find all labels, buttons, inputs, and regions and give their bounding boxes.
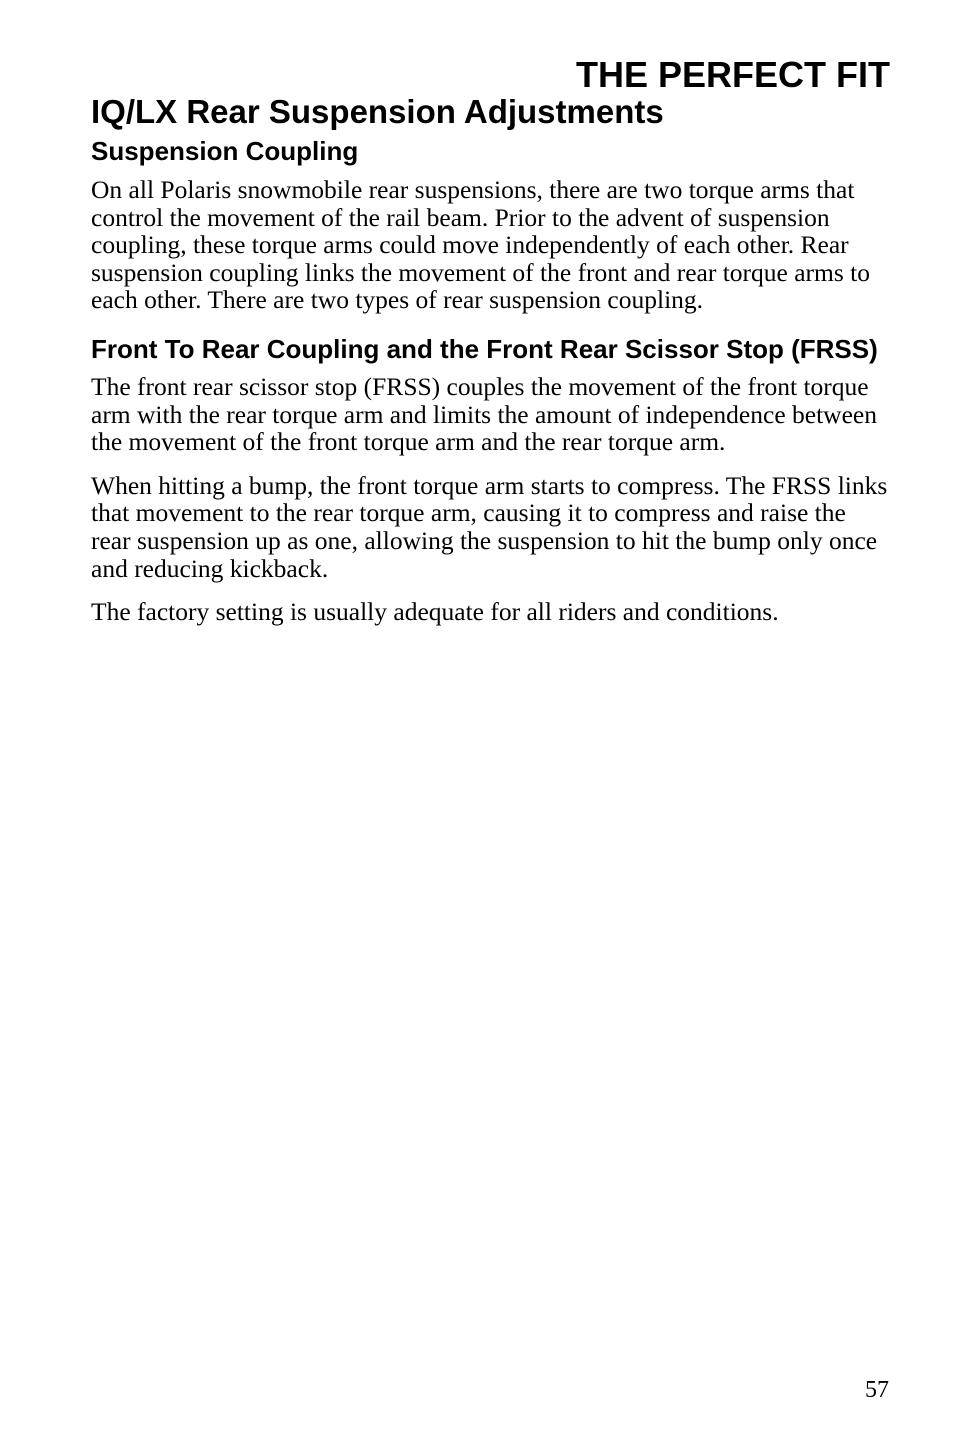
suspension-coupling-heading: Suspension Coupling [91, 136, 359, 166]
frss-paragraph-2: When hitting a bump, the front torque arm starts to compress. The FRSS links that movement to the rear torque arm, causing it to compress and raise the rear suspension up as one, allowing the suspension to hit the bump only once and reducing kickback. [91, 470, 888, 583]
section-title: IQ/LX Rear Suspension Adjustments [91, 93, 664, 130]
frss-paragraph-1: The front rear scissor stop (FRSS) couples the movement of the front torque arm with the rear torque arm and limits the amount of independence between the movement of the front torque arm and the rear torque arm. [91, 371, 877, 457]
frss-paragraph-3: The factory setting is usually adequate for all riders and conditions. [91, 597, 779, 627]
frss-heading: Front To Rear Coupling and the Front Rear Scissor Stop (FRSS) [91, 333, 878, 364]
page-number: 57 [865, 1377, 889, 1403]
suspension-coupling-paragraph: On all Polaris snowmobile rear suspensions, there are two torque arms that control the movement of the rail beam. Prior to the advent of suspension coupling, these torque arms could move independently of each other. Rear suspension coupling links the movement of the front and rear torque arms to each other. There are two types of rear suspension coupling. [91, 175, 870, 315]
page-content [91, 136, 891, 626]
chapter-title: THE PERFECT FIT [576, 54, 890, 95]
